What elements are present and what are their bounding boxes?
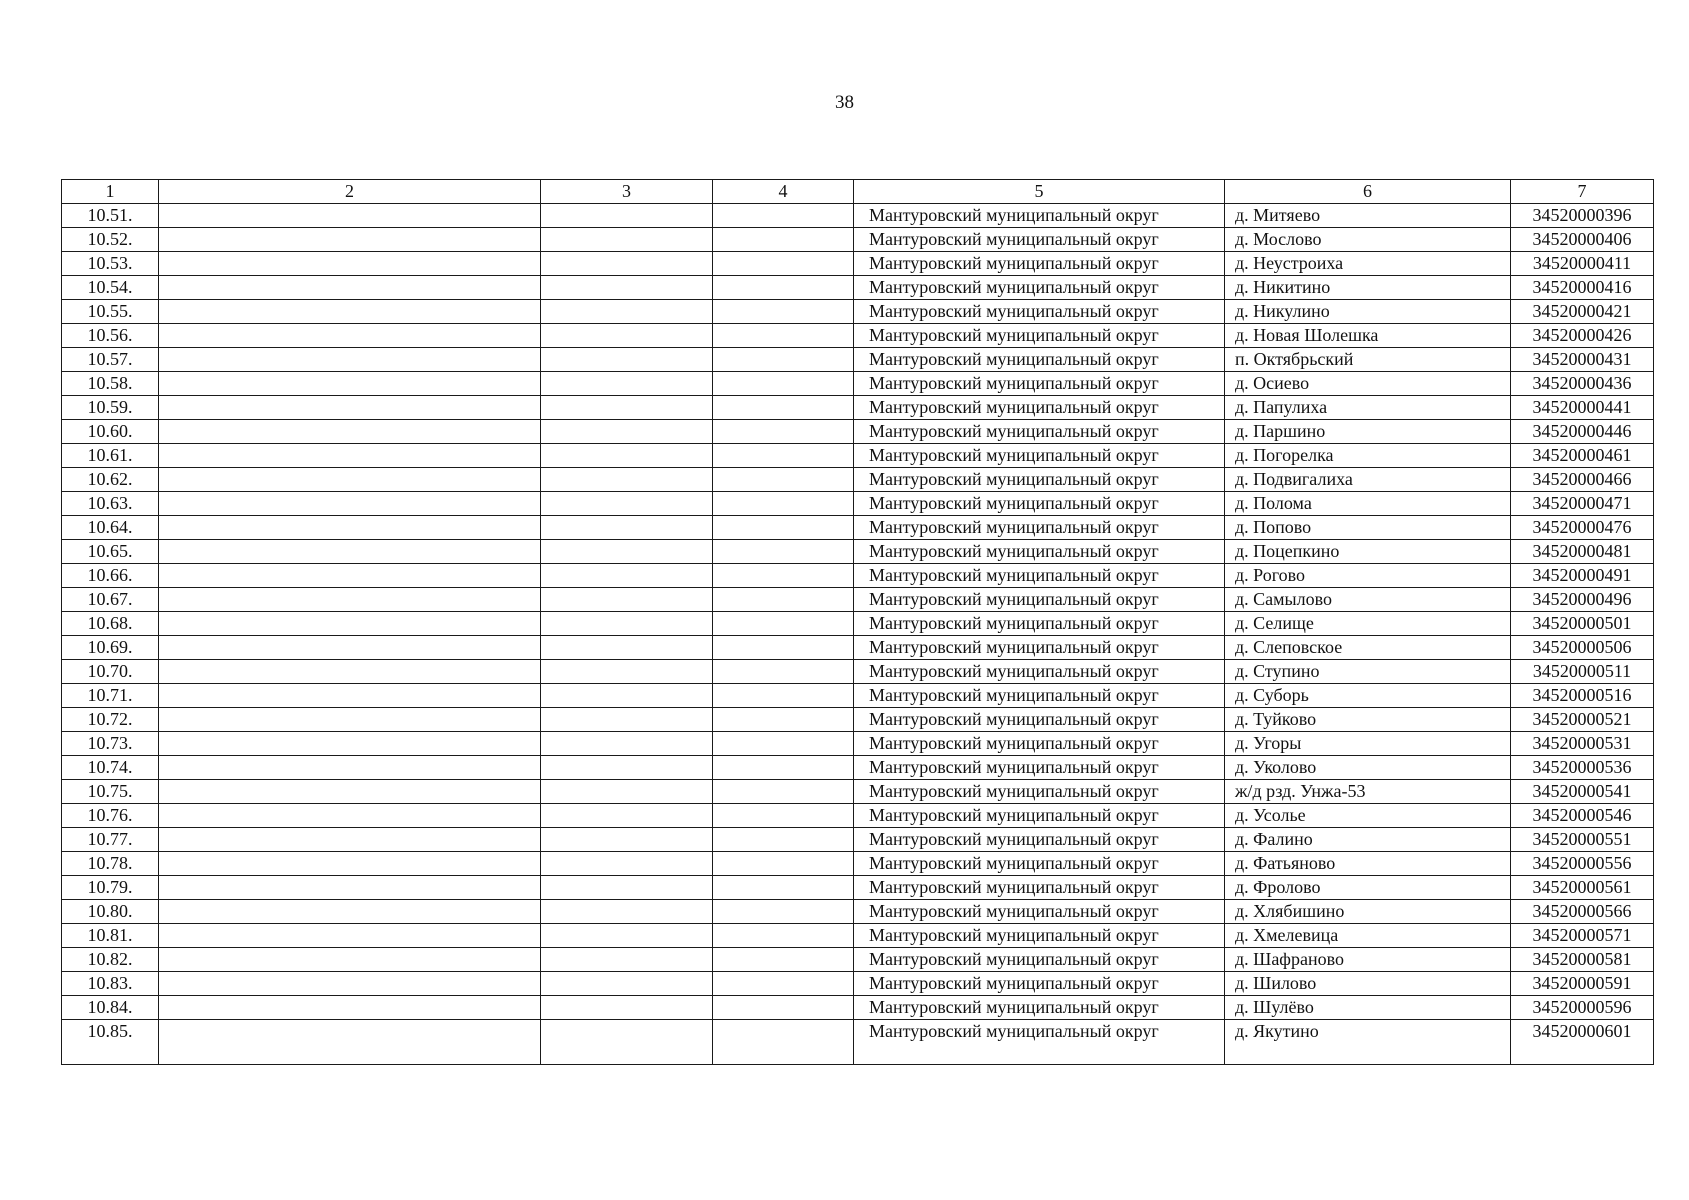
column-number-6: 6 [1225,180,1511,204]
empty-cell-col3 [541,420,713,444]
empty-cell-col2 [159,324,541,348]
oktmo-code-cell: 34520000521 [1511,708,1654,732]
oktmo-code-cell: 34520000426 [1511,324,1654,348]
oktmo-code-cell: 34520000581 [1511,948,1654,972]
district-cell: Мантуровский муниципальный округ [854,972,1225,996]
table-row [62,660,1654,684]
row-number-cell: 10.63. [62,492,159,516]
district-cell: Мантуровский муниципальный округ [854,1020,1225,1065]
empty-cell-col2 [159,852,541,876]
empty-cell-col3 [541,276,713,300]
row-number-cell: 10.59. [62,396,159,420]
district-cell: Мантуровский муниципальный округ [854,612,1225,636]
oktmo-code-cell: 34520000446 [1511,420,1654,444]
oktmo-code-cell: 34520000466 [1511,468,1654,492]
column-number-3: 3 [541,180,713,204]
row-number-cell: 10.57. [62,348,159,372]
table-row [62,636,1654,660]
empty-cell-col4 [713,852,854,876]
empty-cell-col3 [541,972,713,996]
column-number-1: 1 [62,180,159,204]
empty-cell-col3 [541,516,713,540]
empty-cell-col4 [713,948,854,972]
settlements-table [61,179,1654,1065]
settlement-cell: д. Никулино [1225,300,1511,324]
empty-cell-col2 [159,636,541,660]
empty-cell-col2 [159,468,541,492]
settlement-cell: д. Осиево [1225,372,1511,396]
row-number-cell: 10.51. [62,204,159,228]
empty-cell-col3 [541,252,713,276]
district-cell: Мантуровский муниципальный округ [854,516,1225,540]
oktmo-code-cell: 34520000436 [1511,372,1654,396]
empty-cell-col2 [159,732,541,756]
oktmo-code-cell: 34520000556 [1511,852,1654,876]
empty-cell-col4 [713,636,854,660]
district-cell: Мантуровский муниципальный округ [854,756,1225,780]
oktmo-code-cell: 34520000601 [1511,1020,1654,1065]
empty-cell-col3 [541,828,713,852]
empty-cell-col4 [713,828,854,852]
empty-cell-col3 [541,324,713,348]
settlement-cell: д. Шафраново [1225,948,1511,972]
table-row [62,876,1654,900]
empty-cell-col4 [713,516,854,540]
row-number-cell: 10.83. [62,972,159,996]
empty-cell-col2 [159,756,541,780]
empty-cell-col3 [541,924,713,948]
settlement-cell: д. Новая Шолешка [1225,324,1511,348]
row-number-cell: 10.82. [62,948,159,972]
oktmo-code-cell: 34520000441 [1511,396,1654,420]
page-number: 38 [835,92,854,113]
row-number-cell: 10.52. [62,228,159,252]
table-row [62,348,1654,372]
empty-cell-col2 [159,204,541,228]
oktmo-code-cell: 34520000471 [1511,492,1654,516]
empty-cell-col3 [541,708,713,732]
row-number-cell: 10.65. [62,540,159,564]
empty-cell-col4 [713,300,854,324]
empty-cell-col4 [713,708,854,732]
empty-cell-col2 [159,252,541,276]
empty-cell-col4 [713,564,854,588]
empty-cell-col3 [541,396,713,420]
table-row [62,564,1654,588]
settlement-cell: д. Паршино [1225,420,1511,444]
oktmo-code-cell: 34520000546 [1511,804,1654,828]
table-row [62,300,1654,324]
table-row [62,756,1654,780]
empty-cell-col4 [713,324,854,348]
empty-cell-col3 [541,300,713,324]
district-cell: Мантуровский муниципальный округ [854,684,1225,708]
empty-cell-col2 [159,948,541,972]
empty-cell-col4 [713,1020,854,1065]
district-cell: Мантуровский муниципальный округ [854,564,1225,588]
settlement-cell: д. Митяево [1225,204,1511,228]
settlement-cell: д. Хмелевица [1225,924,1511,948]
row-number-cell: 10.64. [62,516,159,540]
settlement-cell: д. Уколово [1225,756,1511,780]
empty-cell-col3 [541,948,713,972]
table-row [62,612,1654,636]
empty-cell-col2 [159,828,541,852]
empty-cell-col4 [713,804,854,828]
district-cell: Мантуровский муниципальный округ [854,924,1225,948]
oktmo-code-cell: 34520000571 [1511,924,1654,948]
table-row [62,804,1654,828]
empty-cell-col4 [713,204,854,228]
row-number-cell: 10.69. [62,636,159,660]
district-cell: Мантуровский муниципальный округ [854,852,1225,876]
empty-cell-col3 [541,204,713,228]
settlement-cell: д. Ступино [1225,660,1511,684]
empty-cell-col2 [159,612,541,636]
district-cell: Мантуровский муниципальный округ [854,348,1225,372]
settlement-cell: д. Хлябишино [1225,900,1511,924]
table-row [62,372,1654,396]
empty-cell-col4 [713,276,854,300]
table-row [62,228,1654,252]
empty-cell-col4 [713,972,854,996]
district-cell: Мантуровский муниципальный округ [854,228,1225,252]
empty-cell-col4 [713,444,854,468]
empty-cell-col3 [541,876,713,900]
oktmo-code-cell: 34520000396 [1511,204,1654,228]
empty-cell-col4 [713,468,854,492]
table-row [62,732,1654,756]
oktmo-code-cell: 34520000411 [1511,252,1654,276]
row-number-cell: 10.79. [62,876,159,900]
oktmo-code-cell: 34520000416 [1511,276,1654,300]
table-row [62,996,1654,1020]
oktmo-code-cell: 34520000476 [1511,516,1654,540]
settlement-cell: д. Поцепкино [1225,540,1511,564]
settlement-cell: д. Угоры [1225,732,1511,756]
empty-cell-col3 [541,540,713,564]
empty-cell-col4 [713,420,854,444]
empty-cell-col2 [159,228,541,252]
table-row [62,852,1654,876]
row-number-cell: 10.81. [62,924,159,948]
table-row [62,948,1654,972]
settlement-cell: д. Мослово [1225,228,1511,252]
settlement-cell: д. Шулёво [1225,996,1511,1020]
empty-cell-col3 [541,732,713,756]
empty-cell-col4 [713,540,854,564]
table-row [62,900,1654,924]
settlement-cell: д. Фатьяново [1225,852,1511,876]
settlement-cell: д. Подвигалиха [1225,468,1511,492]
district-cell: Мантуровский муниципальный округ [854,324,1225,348]
oktmo-code-cell: 34520000406 [1511,228,1654,252]
settlement-cell: д. Фролово [1225,876,1511,900]
oktmo-code-cell: 34520000516 [1511,684,1654,708]
empty-cell-col4 [713,492,854,516]
row-number-cell: 10.55. [62,300,159,324]
empty-cell-col3 [541,636,713,660]
row-number-cell: 10.61. [62,444,159,468]
district-cell: Мантуровский муниципальный округ [854,660,1225,684]
empty-cell-col3 [541,612,713,636]
empty-cell-col4 [713,612,854,636]
row-number-cell: 10.67. [62,588,159,612]
settlement-cell: д. Фалино [1225,828,1511,852]
row-number-cell: 10.62. [62,468,159,492]
column-number-row [62,180,1654,204]
oktmo-code-cell: 34520000431 [1511,348,1654,372]
empty-cell-col2 [159,396,541,420]
district-cell: Мантуровский муниципальный округ [854,996,1225,1020]
settlement-cell: д. Рогово [1225,564,1511,588]
column-number-7: 7 [1511,180,1654,204]
district-cell: Мантуровский муниципальный округ [854,420,1225,444]
settlement-cell: д. Попово [1225,516,1511,540]
settlement-cell: д. Шилово [1225,972,1511,996]
oktmo-code-cell: 34520000511 [1511,660,1654,684]
oktmo-code-cell: 34520000481 [1511,540,1654,564]
empty-cell-col2 [159,876,541,900]
table-row [62,780,1654,804]
district-cell: Мантуровский муниципальный округ [854,204,1225,228]
row-number-cell: 10.74. [62,756,159,780]
empty-cell-col2 [159,420,541,444]
empty-cell-col2 [159,780,541,804]
empty-cell-col3 [541,660,713,684]
empty-cell-col3 [541,684,713,708]
settlement-cell: ж/д рзд. Унжа-53 [1225,780,1511,804]
empty-cell-col2 [159,516,541,540]
empty-cell-col4 [713,876,854,900]
settlement-cell: д. Папулиха [1225,396,1511,420]
oktmo-code-cell: 34520000501 [1511,612,1654,636]
table-row [62,468,1654,492]
district-cell: Мантуровский муниципальный округ [854,276,1225,300]
empty-cell-col2 [159,300,541,324]
district-cell: Мантуровский муниципальный округ [854,732,1225,756]
row-number-cell: 10.78. [62,852,159,876]
row-number-cell: 10.54. [62,276,159,300]
row-number-cell: 10.60. [62,420,159,444]
row-number-cell: 10.71. [62,684,159,708]
empty-cell-col4 [713,996,854,1020]
row-number-cell: 10.80. [62,900,159,924]
empty-cell-col3 [541,996,713,1020]
district-cell: Мантуровский муниципальный округ [854,492,1225,516]
empty-cell-col2 [159,540,541,564]
settlement-cell: д. Якутино [1225,1020,1511,1065]
column-number-2: 2 [159,180,541,204]
district-cell: Мантуровский муниципальный округ [854,372,1225,396]
table-body [62,180,1654,1065]
district-cell: Мантуровский муниципальный округ [854,300,1225,324]
table-row [62,396,1654,420]
table-row [62,1020,1654,1065]
empty-cell-col4 [713,900,854,924]
empty-cell-col3 [541,492,713,516]
row-number-cell: 10.58. [62,372,159,396]
empty-cell-col4 [713,756,854,780]
district-cell: Мантуровский муниципальный округ [854,540,1225,564]
table-row [62,516,1654,540]
empty-cell-col3 [541,900,713,924]
settlement-cell: д. Усолье [1225,804,1511,828]
row-number-cell: 10.76. [62,804,159,828]
row-number-cell: 10.66. [62,564,159,588]
empty-cell-col2 [159,708,541,732]
row-number-cell: 10.73. [62,732,159,756]
table-row [62,708,1654,732]
empty-cell-col4 [713,252,854,276]
empty-cell-col4 [713,684,854,708]
oktmo-code-cell: 34520000506 [1511,636,1654,660]
empty-cell-col4 [713,660,854,684]
empty-cell-col2 [159,372,541,396]
table-row [62,324,1654,348]
row-number-cell: 10.56. [62,324,159,348]
settlement-cell: д. Самылово [1225,588,1511,612]
oktmo-code-cell: 34520000536 [1511,756,1654,780]
district-cell: Мантуровский муниципальный округ [854,636,1225,660]
oktmo-code-cell: 34520000566 [1511,900,1654,924]
district-cell: Мантуровский муниципальный округ [854,444,1225,468]
row-number-cell: 10.75. [62,780,159,804]
oktmo-code-cell: 34520000591 [1511,972,1654,996]
settlement-cell: д. Слеповское [1225,636,1511,660]
row-number-cell: 10.72. [62,708,159,732]
column-number-4: 4 [713,180,854,204]
empty-cell-col3 [541,804,713,828]
oktmo-code-cell: 34520000491 [1511,564,1654,588]
oktmo-code-cell: 34520000461 [1511,444,1654,468]
empty-cell-col4 [713,588,854,612]
empty-cell-col3 [541,564,713,588]
district-cell: Мантуровский муниципальный округ [854,588,1225,612]
settlement-cell: д. Селище [1225,612,1511,636]
settlement-cell: д. Погорелка [1225,444,1511,468]
district-cell: Мантуровский муниципальный округ [854,900,1225,924]
table-row [62,588,1654,612]
district-cell: Мантуровский муниципальный округ [854,948,1225,972]
settlement-cell: п. Октябрьский [1225,348,1511,372]
empty-cell-col3 [541,852,713,876]
district-cell: Мантуровский муниципальный округ [854,708,1225,732]
row-number-cell: 10.85. [62,1020,159,1065]
district-cell: Мантуровский муниципальный округ [854,252,1225,276]
table-row [62,972,1654,996]
empty-cell-col2 [159,564,541,588]
district-cell: Мантуровский муниципальный округ [854,780,1225,804]
settlement-cell: д. Неустроиха [1225,252,1511,276]
oktmo-code-cell: 34520000596 [1511,996,1654,1020]
table-row [62,684,1654,708]
row-number-cell: 10.70. [62,660,159,684]
row-number-cell: 10.84. [62,996,159,1020]
settlement-cell: д. Полома [1225,492,1511,516]
empty-cell-col3 [541,372,713,396]
oktmo-code-cell: 34520000551 [1511,828,1654,852]
empty-cell-col3 [541,756,713,780]
empty-cell-col2 [159,924,541,948]
table-row [62,276,1654,300]
empty-cell-col4 [713,924,854,948]
empty-cell-col2 [159,492,541,516]
table-row [62,252,1654,276]
table-row [62,924,1654,948]
empty-cell-col2 [159,588,541,612]
oktmo-code-cell: 34520000531 [1511,732,1654,756]
empty-cell-col3 [541,468,713,492]
empty-cell-col3 [541,228,713,252]
empty-cell-col2 [159,972,541,996]
settlement-cell: д. Суборь [1225,684,1511,708]
empty-cell-col4 [713,396,854,420]
settlement-cell: д. Туйково [1225,708,1511,732]
table-row [62,204,1654,228]
empty-cell-col2 [159,660,541,684]
empty-cell-col3 [541,1020,713,1065]
table-row [62,540,1654,564]
row-number-cell: 10.77. [62,828,159,852]
table-row [62,444,1654,468]
empty-cell-col2 [159,348,541,372]
oktmo-code-cell: 34520000541 [1511,780,1654,804]
oktmo-code-cell: 34520000561 [1511,876,1654,900]
empty-cell-col3 [541,444,713,468]
empty-cell-col2 [159,900,541,924]
row-number-cell: 10.53. [62,252,159,276]
empty-cell-col4 [713,732,854,756]
empty-cell-col2 [159,996,541,1020]
settlement-cell: д. Никитино [1225,276,1511,300]
empty-cell-col2 [159,444,541,468]
column-number-5: 5 [854,180,1225,204]
table-row [62,420,1654,444]
empty-cell-col3 [541,588,713,612]
empty-cell-col2 [159,804,541,828]
empty-cell-col4 [713,228,854,252]
table-row [62,492,1654,516]
district-cell: Мантуровский муниципальный округ [854,876,1225,900]
empty-cell-col2 [159,276,541,300]
empty-cell-col3 [541,780,713,804]
district-cell: Мантуровский муниципальный округ [854,828,1225,852]
row-number-cell: 10.68. [62,612,159,636]
empty-cell-col2 [159,684,541,708]
empty-cell-col4 [713,780,854,804]
empty-cell-col4 [713,372,854,396]
table-row [62,828,1654,852]
empty-cell-col2 [159,1020,541,1065]
district-cell: Мантуровский муниципальный округ [854,804,1225,828]
district-cell: Мантуровский муниципальный округ [854,468,1225,492]
empty-cell-col3 [541,348,713,372]
oktmo-code-cell: 34520000496 [1511,588,1654,612]
empty-cell-col4 [713,348,854,372]
district-cell: Мантуровский муниципальный округ [854,396,1225,420]
oktmo-code-cell: 34520000421 [1511,300,1654,324]
